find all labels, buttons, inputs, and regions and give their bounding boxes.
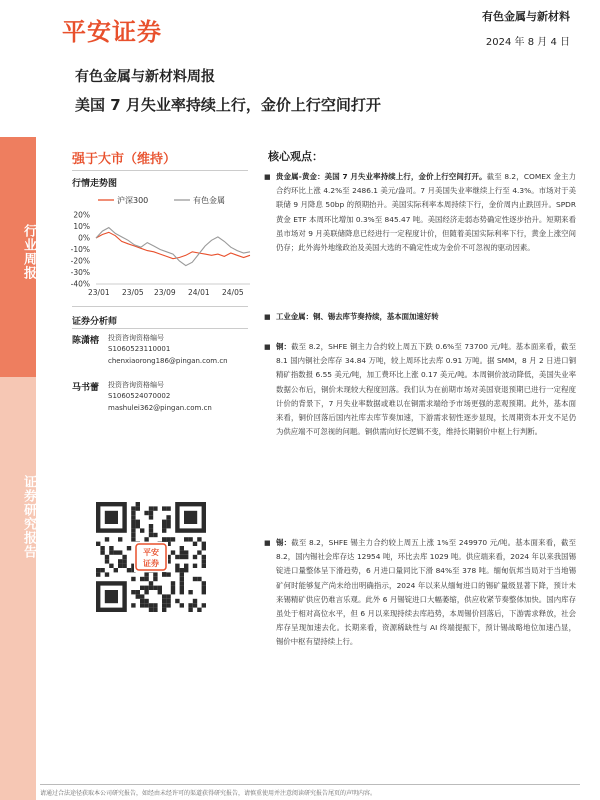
- para-head: 锡：: [276, 538, 292, 547]
- para-copper: [264, 340, 576, 439]
- para-head: 工业金属：铜、锡去库节奏持续，基本面加速好转: [276, 312, 439, 321]
- legend-label: 沪深300: [117, 196, 149, 205]
- x-tick-label: 23/05: [122, 288, 144, 297]
- header-date: 2024 年 8 月 4 日: [485, 37, 570, 48]
- analyst-id: S1060524070002: [108, 392, 171, 400]
- analysts-title: 证券分析师: [72, 317, 118, 327]
- header-right: [482, 8, 570, 48]
- x-tick-label: 24/05: [222, 288, 244, 297]
- trend-chart: [64, 188, 254, 300]
- y-tick-label: -20%: [70, 256, 90, 266]
- divider: [72, 306, 248, 307]
- bullet-icon: ■: [264, 343, 271, 351]
- divider: [72, 328, 248, 329]
- footer-divider: [40, 784, 580, 785]
- chart-legend: [98, 195, 225, 205]
- y-tick-label: 10%: [73, 222, 90, 231]
- analyst-email[interactable]: mashulei362@pingan.com.cn: [108, 404, 212, 412]
- report-title: 美国 7 月失业率持续上行，金价上行空间打开: [75, 96, 381, 114]
- company-logo: 平安证券: [62, 18, 162, 46]
- qr-code-icon: [96, 502, 206, 612]
- core-views-title: 核心观点：: [268, 150, 323, 163]
- analyst-role: 投资咨询资格编号: [108, 334, 164, 342]
- trend-title: 行情走势图: [72, 179, 118, 189]
- bullet-icon: ■: [264, 313, 271, 321]
- analyst-name: 马书蕾: [72, 383, 100, 393]
- y-tick-label: -40%: [70, 279, 90, 289]
- chart-y-axis: [71, 211, 90, 289]
- para-body: 截至 8.2，COMEX 金主力合约环比上涨 4.2%至 2486.1 美元/盎司。7 月美国失业率继续上行至 4.3%。市场对于美联储 9 月降息 50bp 的预期抬升。美国实际利率本周持续下行，金价周内止跌回升。SPDR 黄金 ETF 本周环比增加 0.3%至 845.47 吨。美国经济走弱态势确定性逐步抬升。短期来看虽市场对 9 月美联储降息已经进行一定程度计价，但随着美国实际利率下行，黄金上涨空间仍存；此外海外地缘政治及美国大选的不确定性成为金价不可忽视的驱动因素。: [276, 172, 576, 253]
- para-gold: [264, 170, 576, 255]
- para-head: 贵金属-黄金：美国 7 月失业率持续上行，金价上行空间打开。: [276, 172, 487, 181]
- y-tick-label: 20%: [73, 210, 90, 220]
- para-body: 截至 8.2，SHFE 锡主力合约较上周五上涨 1%至 249970 元/吨。基本面来看，截至 8.2，国内锡社会库存达 12954 吨，环比去库 1029 吨。供应端来看，2024 年以来我国锡锭进口量整体呈下滑趋势，6 月进口量同比下滑 84%至 378 吨。缅甸佤邦当局对于当地锡矿何时能够复产尚未给出明确指示，2024 年以来从缅甸进口的锡矿量级显著下降，预计未来锡精矿供应仍难言乐观。此外 6 月锡锭进口大幅萎缩，供应收紧节奏整体加快。国内库存虽处于相对高位水平，但 6 月以来现持续去库趋势，本周锡价回落后，下游需求释放，社会库存呈现加速去化。长期来看，资源稀缺性与 AI 终端提振下，预计锡战略地位加速凸显，锡价中枢有望持续上行。: [276, 538, 576, 647]
- x-tick-label: 23/01: [88, 288, 110, 297]
- para-body: 截至 8.2，SHFE 铜主力合约较上周五下跌 0.6%至 73700 元/吨。基本面来看，截至 8.1 国内铜社会库存 34.84 万吨，较上周环比去库 0.91 万吨。据 SMM，8 月 2 日进口铜精矿指数报 6.55 美元/吨，加工费环比上涨 0.17 美元/吨。本周铜价波动降低，美国失业率数据公布后，铜价未现较大程度回落。我们认为在前期市场对美国衰退预期已进行一定程度计价的背景下，7 月失业率数据或难以在铜需求端给予市场更强的悲观预期。此外，基本面来看，铜价回落后国内社库去库节奏加速，下游需求韧性逐步显现，长周期资本开支不足仍为供应端不可忽视的问题。铜供需向好长逻辑不变，维持长期铜价中枢上行判断。: [276, 342, 576, 437]
- industry-rating: 强于大市（维持）: [72, 152, 177, 167]
- report-subtitle: 有色金属与新材料周报: [75, 69, 215, 85]
- analyst-id: S1060523110001: [108, 345, 171, 353]
- bullet-icon: ■: [264, 539, 271, 547]
- legend-label: 有色金属: [193, 196, 225, 205]
- y-tick-label: -30%: [70, 268, 90, 277]
- side-label-research: 证券研究报告: [21, 475, 36, 559]
- analyst-email[interactable]: chenxiaorong186@pingan.com.cn: [108, 357, 228, 365]
- para-industrial: [264, 310, 576, 324]
- footer-disclaimer: 请通过合法途径获取本公司研究报告，如经由未经许可的渠道获得研究报告，请慎重使用并注意阅读研究报告尾页的声明内容。: [40, 790, 377, 797]
- x-tick-label: 24/01: [188, 288, 210, 297]
- series-line: [96, 228, 250, 266]
- analyst-name: 陈潇榕: [72, 336, 100, 346]
- header-category: 有色金属与新材料: [482, 10, 570, 23]
- side-label-weekly: 行业周报: [21, 224, 36, 280]
- analyst-role: 投资咨询资格编号: [108, 381, 164, 389]
- chart-series: [96, 228, 250, 266]
- chart-x-axis: [88, 288, 244, 297]
- bullet-icon: ■: [264, 173, 271, 181]
- y-tick-label: 0%: [78, 233, 90, 243]
- x-tick-label: 23/09: [154, 288, 176, 297]
- para-head: 铜：: [276, 342, 292, 351]
- para-tin: [264, 536, 576, 650]
- qr-logo-text: 证券: [143, 559, 159, 568]
- y-tick-label: -10%: [70, 245, 90, 254]
- divider: [72, 170, 248, 171]
- qr-logo-text: 平安: [143, 548, 159, 557]
